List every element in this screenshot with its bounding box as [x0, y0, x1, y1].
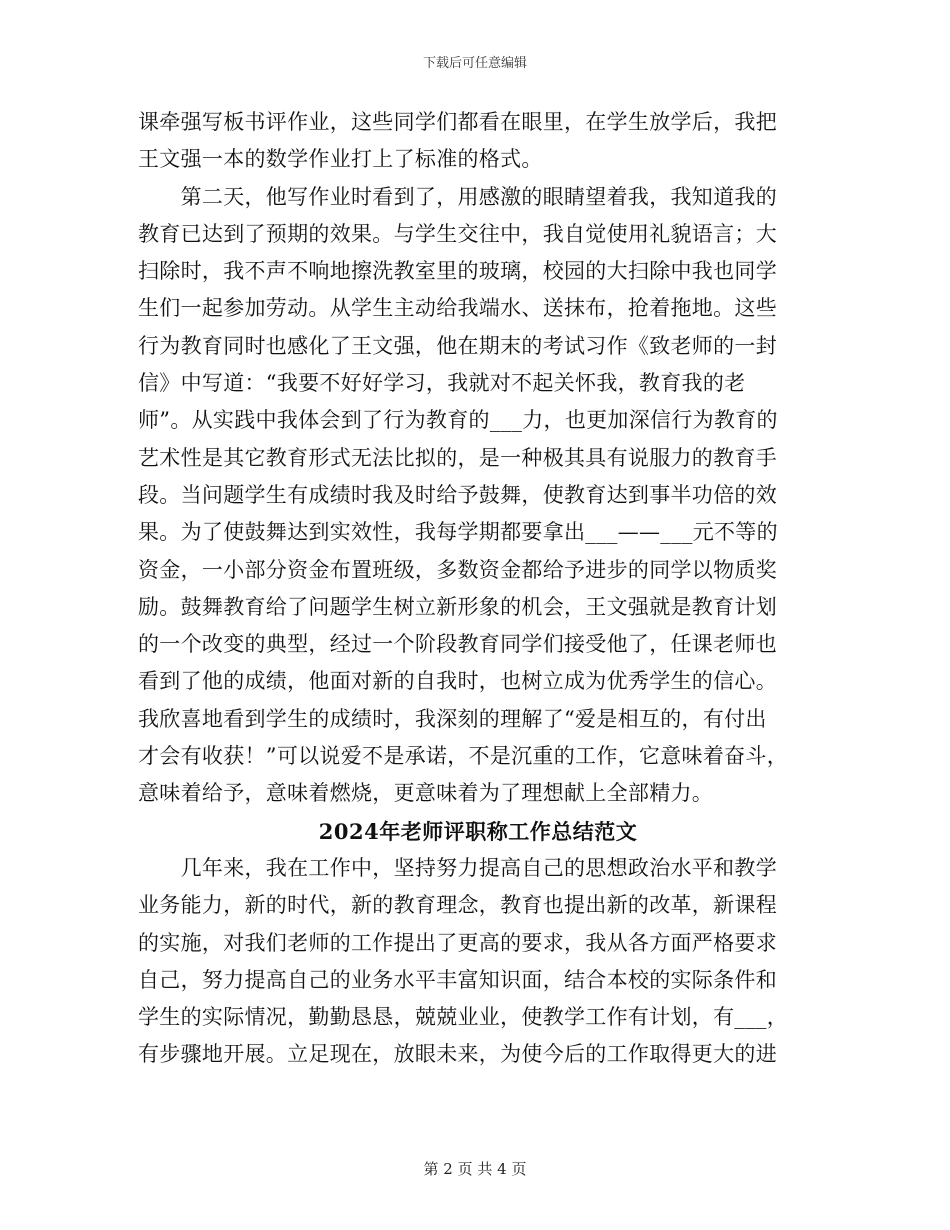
document-body	[138, 104, 818, 1074]
text-line: 才会有收获！”可以说爱不是承诺，不是沉重的工作，它意味着奋斗，	[138, 744, 789, 769]
text-line: 的一个改变的典型，经过一个阶段教育同学们接受他了，任课老师也	[138, 632, 777, 657]
page-header: 下载后可任意编辑	[422, 56, 527, 71]
text-line: 意味着给予，意味着燃烧，更意味着为了理想献上全部精力。	[138, 781, 714, 806]
text-line: 资金，一小部分资金布置班级，多数资金都给予进步的同学以物质奖	[138, 557, 777, 582]
text-line: 第二天，他写作业时看到了，用感激的眼睛望着我，我知道我的	[138, 184, 777, 209]
page-number: 第 2 页 共 4 页	[423, 1160, 527, 1178]
section-title: 2024年老师评职称工作总结范文	[318, 818, 638, 844]
text-line: 师”。从实践中我体会到了行为教育的___力，也更加深信行为教育的	[138, 408, 778, 433]
text-line: 看到了他的成绩，他面对新的自我时，也树立成为优秀学生的信心。	[138, 669, 777, 694]
text-line: 王文强一本的数学作业打上了标准的格式。	[138, 147, 543, 172]
text-line: 几年来，我在工作中，坚持努力提高自己的思想政治水平和教学	[138, 855, 777, 880]
text-line: 艺术性是其它教育形式无法比拟的，是一种极其具有说服力的教育手	[138, 445, 777, 470]
text-line: 信》中写道：“我要不好好学习，我就对不起关怀我，教育我的老	[138, 371, 746, 396]
text-line: 自己，努力提高自己的业务水平丰富知识面，结合本校的实际条件和	[138, 967, 777, 992]
text-line: 学生的实际情况，勤勤恳恳，兢兢业业，使教学工作有计划，有___，	[138, 1005, 789, 1030]
text-line: 我欣喜地看到学生的成绩时，我深刻的理解了“爱是相互的，有付出	[138, 706, 767, 731]
text-line: 业务能力，新的时代，新的教育理念，教育也提出新的改革，新课程	[138, 893, 777, 918]
text-line: 的实施，对我们老师的工作提出了更高的要求，我从各方面严格要求	[138, 930, 777, 955]
text-line: 行为教育同时也感化了王文强，他在期末的考试习作《致老师的一封	[138, 333, 777, 358]
text-line: 课牵强写板书评作业，这些同学们都看在眼里，在学生放学后，我把	[138, 110, 777, 134]
text-line: 有步骤地开展。立足现在，放眼未来，为使今后的工作取得更大的进	[138, 1042, 777, 1067]
text-line: 生们一起参加劳动。从学生主动给我端水、送抹布，抢着拖地。这些	[138, 296, 777, 321]
text-line: 段。当问题学生有成绩时我及时给予鼓舞，使教育达到事半功倍的效	[138, 482, 777, 507]
text-line: 励。鼓舞教育给了问题学生树立新形象的机会，王文强就是教育计划	[138, 594, 777, 619]
text-line: 教育已达到了预期的效果。与学生交往中，我自觉使用礼貌语言；大	[138, 221, 777, 246]
text-line: 扫除时，我不声不响地擦洗教室里的玻璃，校园的大扫除中我也同学	[138, 259, 777, 284]
text-line: 果。为了使鼓舞达到实效性，我每学期都要拿出___——___元不等的	[138, 520, 778, 545]
